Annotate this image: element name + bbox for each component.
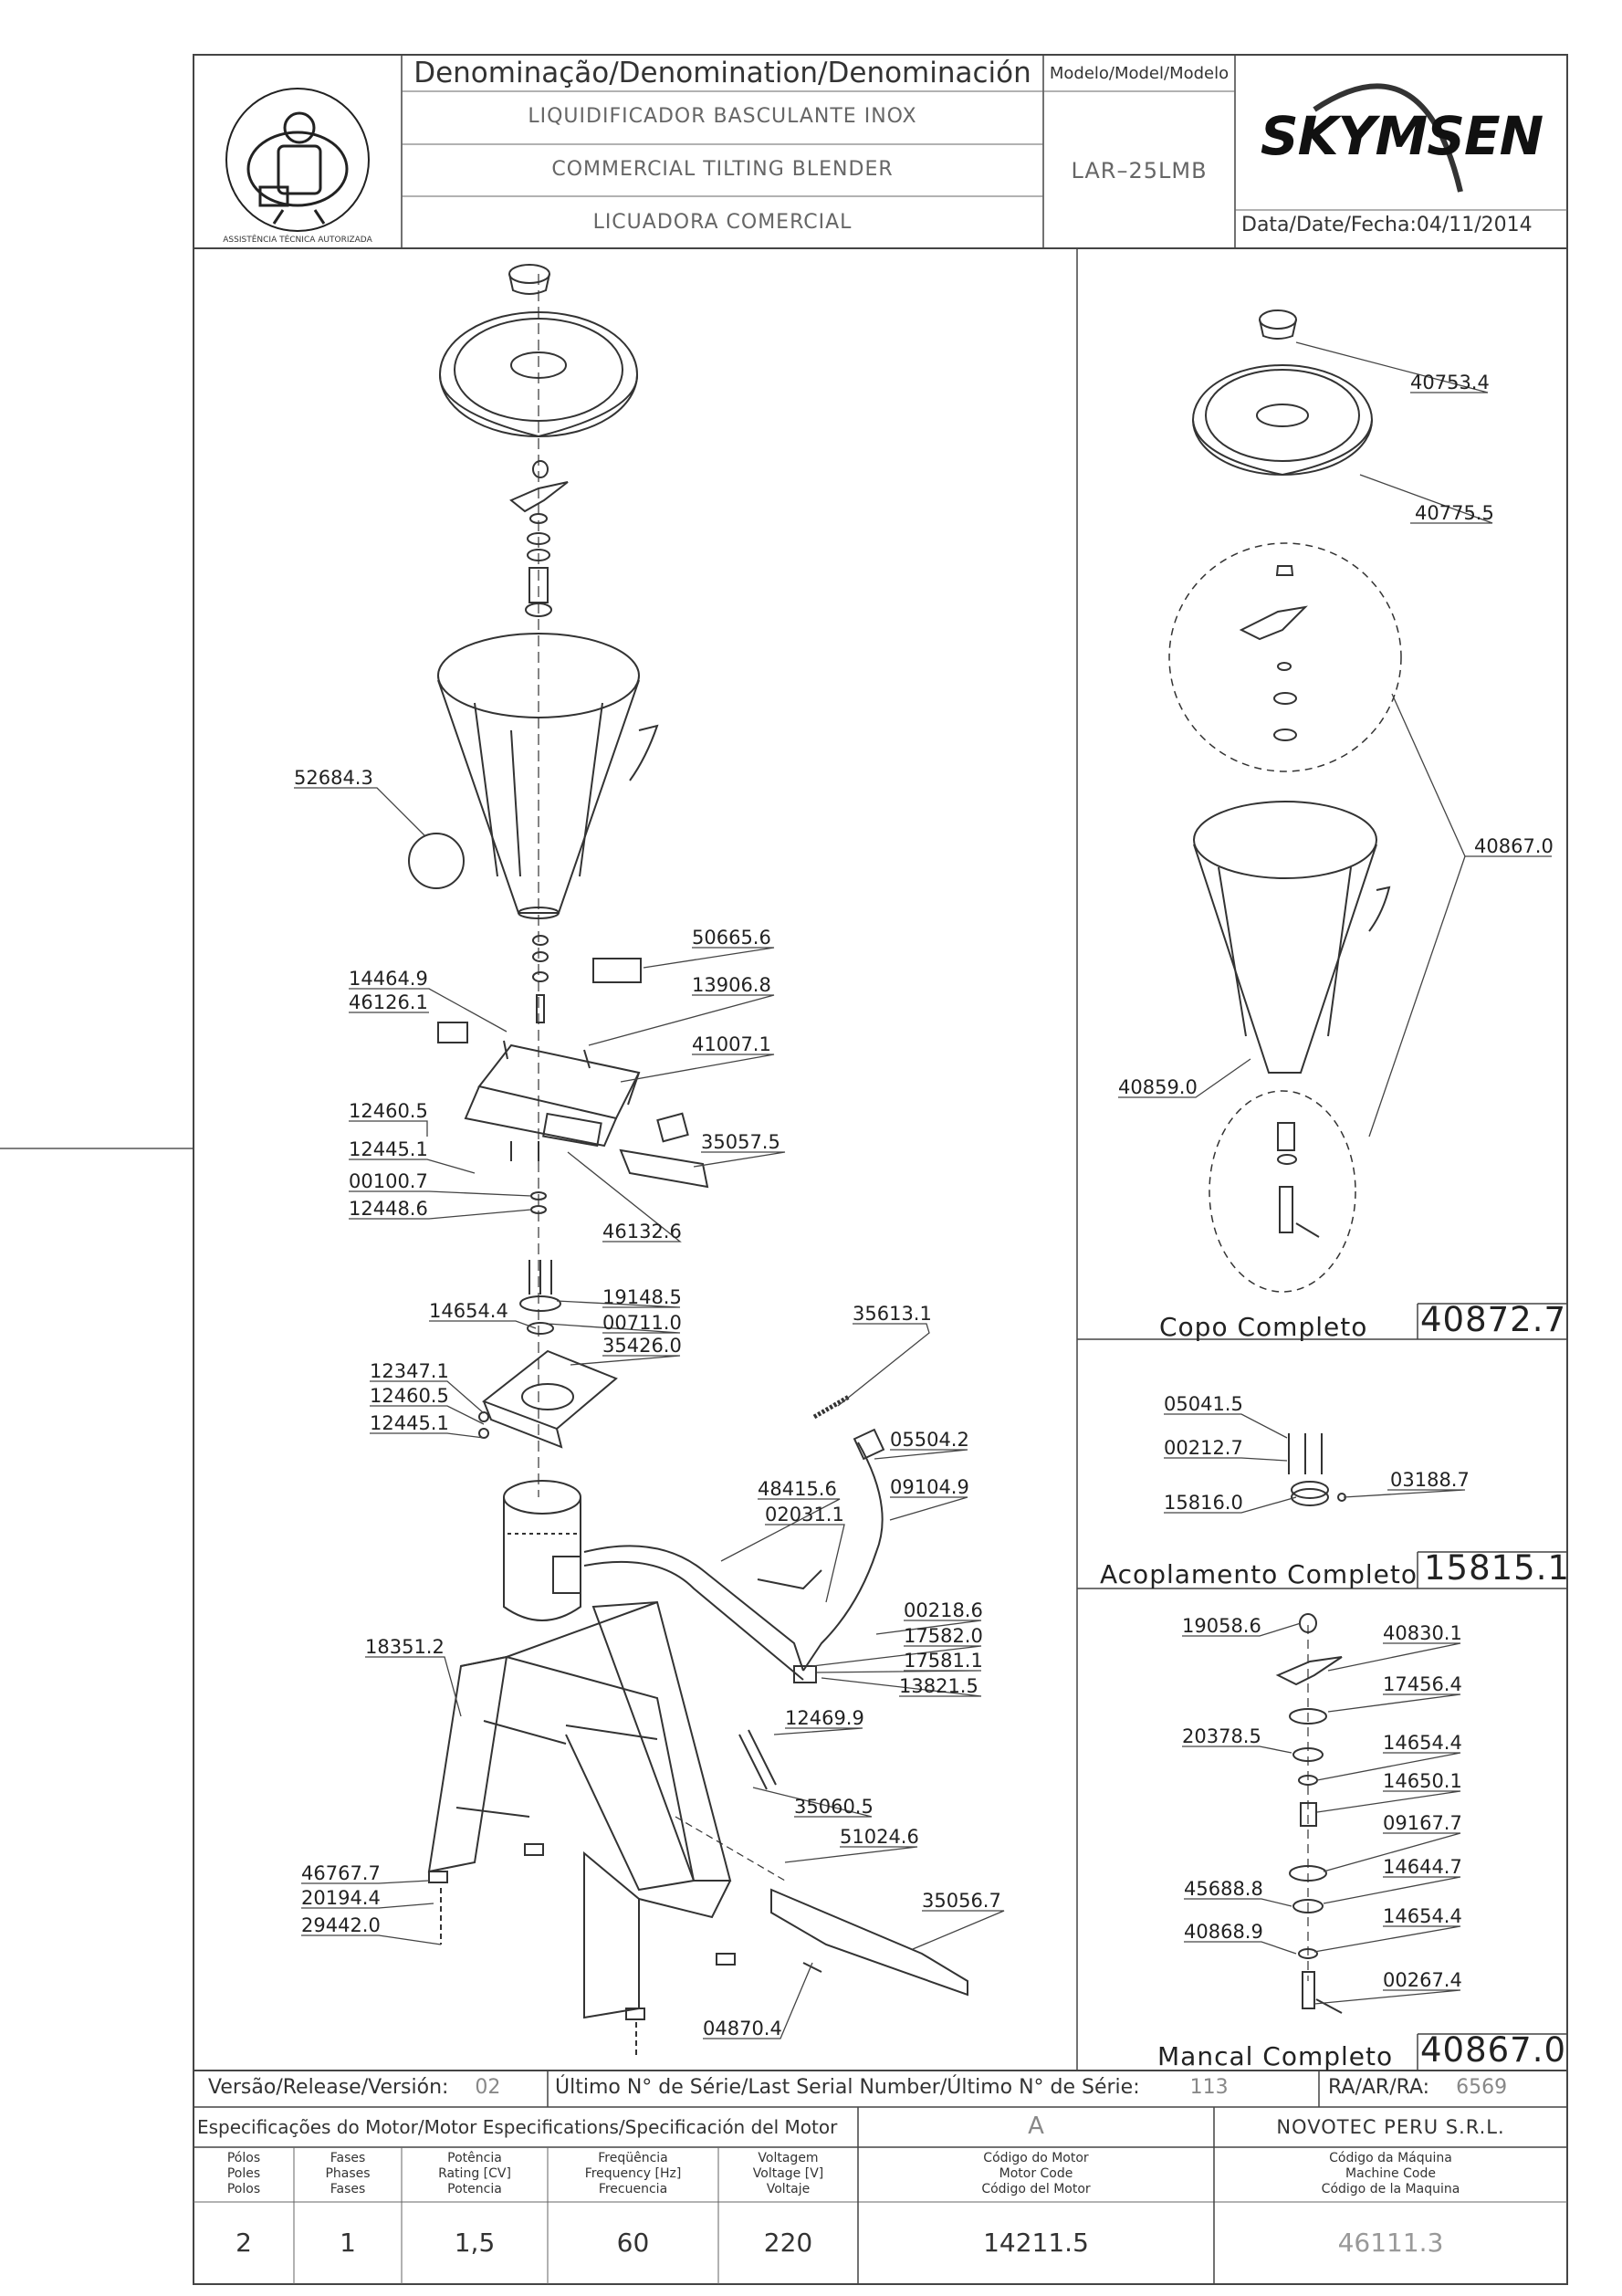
denomination-label: Denominação/Denomination/Denominación xyxy=(413,57,1031,89)
copo-detail xyxy=(1169,310,1401,1292)
company-name: NOVOTEC PERU S.R.L. xyxy=(1276,2116,1505,2138)
version-value: 02 xyxy=(475,2076,501,2099)
copo-part-label: 40775.5 xyxy=(1415,502,1494,524)
part-label: 46126.1 xyxy=(349,991,428,1013)
copo-code: 40872.7 xyxy=(1420,1300,1567,1339)
part-label: 09104.9 xyxy=(890,1476,969,1498)
part-label: 12445.1 xyxy=(370,1412,449,1434)
part-label: 48415.6 xyxy=(758,1478,837,1500)
part-label: 46767.7 xyxy=(301,1862,381,1884)
part-label: 12347.1 xyxy=(370,1360,449,1382)
spec-label-poles: Pólos Poles Polos xyxy=(226,2151,261,2196)
serial-label: Último N° de Série/Last Serial Number/Último N° de Série: xyxy=(555,2076,1140,2099)
spec-label-motor-code: Código do Motor Motor Code Código del Motor xyxy=(981,2151,1091,2196)
part-label: 41007.1 xyxy=(692,1033,771,1055)
mancal-part-label: 20378.5 xyxy=(1182,1725,1261,1747)
part-label: 29442.0 xyxy=(301,1914,381,1936)
serial-row xyxy=(555,2076,1229,2099)
part-label: 14654.4 xyxy=(429,1300,508,1322)
mancal-part-label: 14650.1 xyxy=(1383,1770,1462,1792)
part-label: 12448.6 xyxy=(349,1198,428,1220)
mancal-part-label: 40868.9 xyxy=(1184,1921,1263,1943)
part-label: 12469.9 xyxy=(785,1707,864,1729)
spec-value-frequency: 60 xyxy=(616,2228,650,2258)
part-label: 35057.5 xyxy=(701,1131,780,1153)
spec-value-motor-code: 14211.5 xyxy=(983,2228,1089,2258)
spec-label-voltage: Voltagem Voltage [V] Voltaje xyxy=(752,2151,824,2196)
spec-label-frequency: Freqüência Frequency [Hz] Frecuencia xyxy=(584,2151,682,2196)
name-es: LICUADORA COMERCIAL xyxy=(592,211,853,234)
part-label: 00100.7 xyxy=(349,1170,428,1192)
part-label: 02031.1 xyxy=(765,1504,844,1525)
mancal-part-label: 09167.7 xyxy=(1383,1812,1462,1834)
version-row xyxy=(208,2076,500,2099)
motor-spec-value: A xyxy=(1028,2113,1044,2140)
part-label: 17582.0 xyxy=(904,1625,983,1647)
copo-part-label: 40859.0 xyxy=(1118,1076,1198,1098)
spec-value-poles: 2 xyxy=(235,2228,252,2258)
mancal-part-label: 14654.4 xyxy=(1383,1732,1462,1754)
spec-value-phases: 1 xyxy=(340,2228,356,2258)
acoplamento-code: 15815.1 xyxy=(1424,1548,1571,1588)
acoplamento-part-label: 15816.0 xyxy=(1164,1492,1243,1514)
spec-label-phases: Fases Phases Fases xyxy=(325,2151,371,2196)
acoplamento-title: Acoplamento Completo xyxy=(1100,1559,1418,1589)
seal-text: ASSISTÊNCIA TÉCNICA AUTORIZADA xyxy=(223,236,372,245)
part-label: 46132.6 xyxy=(602,1221,682,1242)
copo-part-label: 40867.0 xyxy=(1474,835,1554,857)
spec-value-machine-code: 46111.3 xyxy=(1337,2228,1444,2258)
part-label: 20194.4 xyxy=(301,1887,381,1909)
part-label: 51024.6 xyxy=(840,1826,919,1848)
copo-leaders xyxy=(1118,342,1552,1137)
part-label: 13906.8 xyxy=(692,974,771,996)
part-label: 35426.0 xyxy=(602,1335,682,1357)
part-label: 00218.6 xyxy=(904,1599,983,1621)
part-label: 35613.1 xyxy=(853,1303,932,1325)
mancal-part-label: 14644.7 xyxy=(1383,1856,1462,1878)
mancal-title: Mancal Completo xyxy=(1157,2041,1394,2071)
ra-label: RA/AR/RA: xyxy=(1328,2076,1430,2099)
mancal-part-label: 00267.4 xyxy=(1383,1969,1462,1991)
part-label: 04870.4 xyxy=(703,2018,782,2039)
date-row xyxy=(1241,214,1567,236)
mancal-part-label: 14654.4 xyxy=(1383,1905,1462,1927)
part-label: 50665.6 xyxy=(692,927,771,949)
mancal-detail xyxy=(1278,1614,1342,2013)
part-label: 05504.2 xyxy=(890,1429,969,1451)
date-value: 04/11/2014 xyxy=(1416,214,1533,236)
part-label: 52684.3 xyxy=(294,767,373,789)
part-label: 18351.2 xyxy=(365,1636,445,1658)
brand-logo: SKYMSEN xyxy=(1260,105,1544,167)
copo-part-label: 40753.4 xyxy=(1410,372,1490,393)
acoplamento-part-label: 05041.5 xyxy=(1164,1393,1243,1415)
frame-border xyxy=(194,55,1567,2284)
mancal-part-label: 19058.6 xyxy=(1182,1615,1261,1637)
acoplamento-detail xyxy=(1289,1433,1345,1505)
name-en: COMMERCIAL TILTING BLENDER xyxy=(551,158,894,181)
part-label: 35056.7 xyxy=(922,1890,1001,1912)
ra-row xyxy=(1328,2076,1507,2099)
part-label: 35060.5 xyxy=(794,1796,874,1818)
ra-value: 6569 xyxy=(1456,2076,1508,2099)
part-label: 14464.9 xyxy=(349,968,428,990)
part-label: 00711.0 xyxy=(602,1312,682,1334)
motor-spec-label: Especificações do Motor/Motor Especifications/Specificación del Motor xyxy=(197,2116,838,2138)
part-label: 17581.1 xyxy=(904,1650,983,1672)
date-label: Data/Date/Fecha: xyxy=(1241,214,1417,236)
model-value: LAR–25LMB xyxy=(1071,158,1208,183)
spec-value-voltage: 220 xyxy=(763,2228,813,2258)
part-label: 12460.5 xyxy=(349,1100,428,1122)
copo-title: Copo Completo xyxy=(1159,1312,1368,1342)
serial-value: 113 xyxy=(1189,2076,1229,2099)
part-label: 19148.5 xyxy=(602,1286,682,1308)
name-pt: LIQUIDIFICADOR BASCULANTE INOX xyxy=(528,105,917,128)
mancal-part-label: 40830.1 xyxy=(1383,1622,1462,1644)
mancal-part-label: 45688.8 xyxy=(1184,1878,1263,1900)
version-label: Versão/Release/Versión: xyxy=(208,2076,449,2099)
part-label: 13821.5 xyxy=(899,1675,978,1697)
mancal-code: 40867.0 xyxy=(1420,2030,1567,2070)
seal-logo xyxy=(226,89,369,231)
spec-value-rating: 1,5 xyxy=(454,2228,496,2258)
part-label: 12460.5 xyxy=(370,1385,449,1407)
model-label: Modelo/Model/Modelo xyxy=(1049,64,1230,83)
main-exploded-view xyxy=(409,265,968,2059)
acoplamento-part-label: 03188.7 xyxy=(1390,1469,1470,1491)
acoplamento-part-label: 00212.7 xyxy=(1164,1437,1243,1459)
mancal-part-label: 17456.4 xyxy=(1383,1673,1462,1695)
part-label: 12445.1 xyxy=(349,1138,428,1160)
spec-label-rating: Potência Rating [CV] Potencia xyxy=(438,2151,511,2196)
spec-label-machine-code: Código da Máquina Machine Code Código de la Maquina xyxy=(1321,2151,1460,2196)
